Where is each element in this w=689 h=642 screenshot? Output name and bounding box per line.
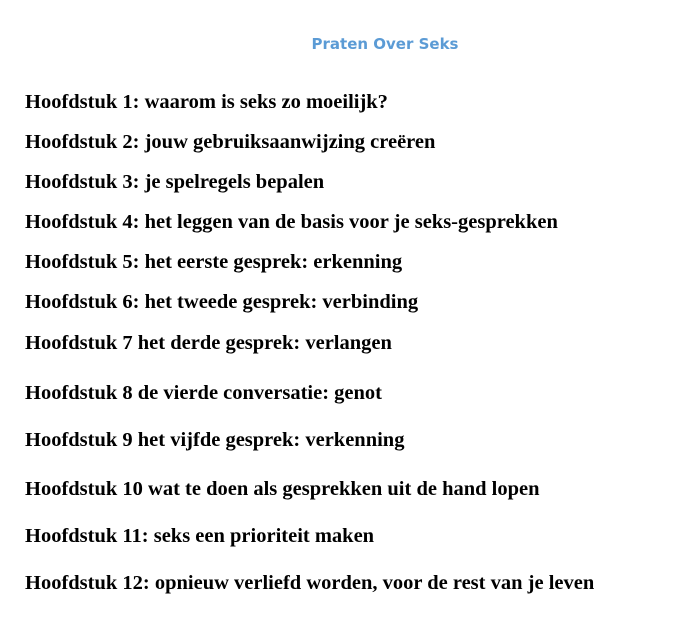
chapter-9-heading: Hoofdstuk 9 het vijfde gesprek: verkenning xyxy=(25,429,405,451)
chapter-5-heading: Hoofdstuk 5: het eerste gesprek: erkenning xyxy=(25,251,403,273)
chapter-7-heading: Hoofdstuk 7 het derde gesprek: verlangen xyxy=(25,332,392,354)
chapter-11-heading: Hoofdstuk 11: seks een prioriteit maken xyxy=(25,525,375,547)
document-title: Praten Over Seks xyxy=(311,35,459,53)
chapter-8-heading: Hoofdstuk 8 de vierde conversatie: genot xyxy=(25,382,382,404)
chapter-2-heading: Hoofdstuk 2: jouw gebruiksaanwijzing creëren xyxy=(25,131,436,153)
chapter-3-heading: Hoofdstuk 3: je spelregels bepalen xyxy=(25,171,325,193)
chapter-4-heading: Hoofdstuk 4: het leggen van de basis voor je seks-gesprekken xyxy=(25,211,558,233)
chapter-6-heading: Hoofdstuk 6: het tweede gesprek: verbinding xyxy=(25,291,419,313)
chapter-1-heading: Hoofdstuk 1: waarom is seks zo moeilijk? xyxy=(25,91,388,113)
chapter-10-heading: Hoofdstuk 10 wat te doen als gesprekken uit de hand lopen xyxy=(25,478,540,500)
chapter-12-heading: Hoofdstuk 12: opnieuw verliefd worden, voor de rest van je leven xyxy=(25,572,595,594)
